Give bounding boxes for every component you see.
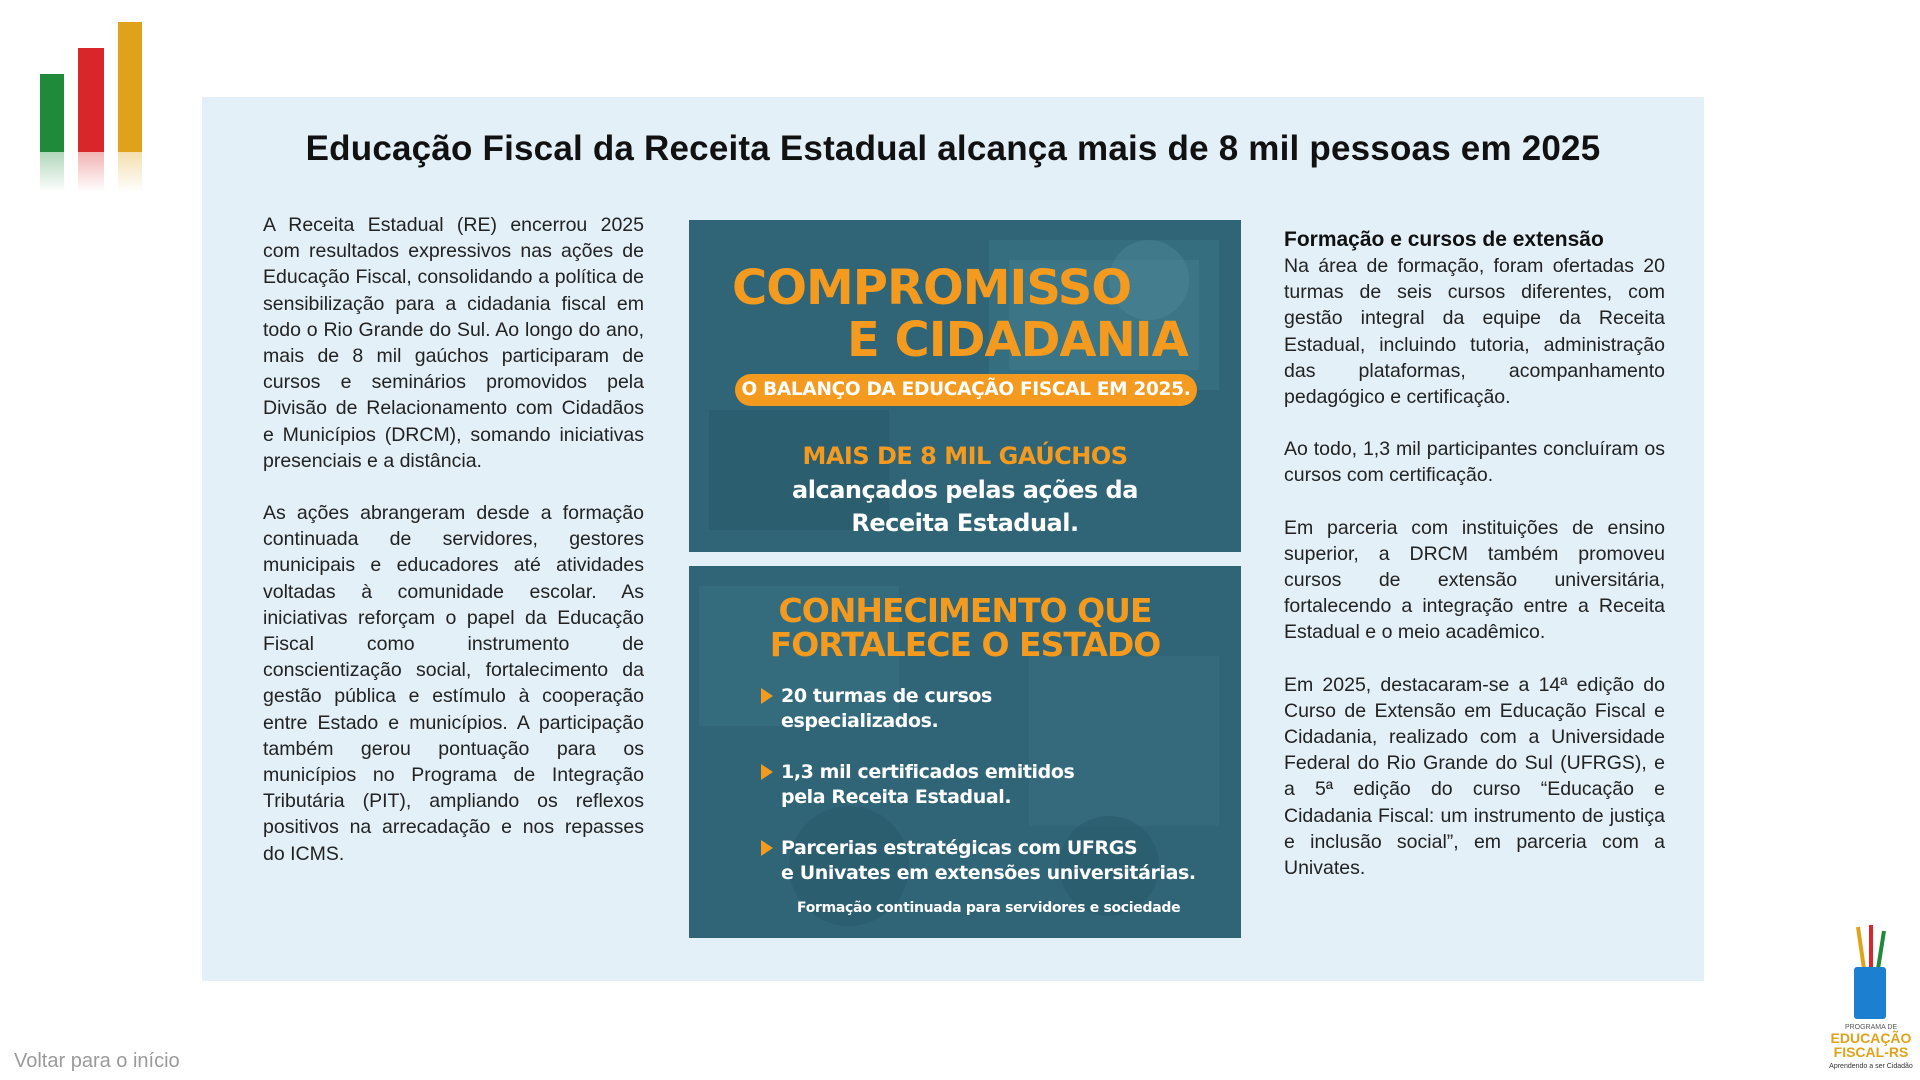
card-bottom-title2: FORTALECE O ESTADO	[769, 625, 1161, 664]
right-paragraph-1: Na área de formação, foram ofertadas 20 turmas de seis cursos diferentes, com gestão integral da equipe da Receita Estadual, incluindo tutoria, administração das plataformas, acompanhamento pedagógico e certificação.	[1284, 255, 1665, 409]
bar-chart-logo-icon	[38, 20, 148, 195]
card-bottom-title1: CONHECIMENTO QUE	[778, 591, 1152, 630]
page-title: Educação Fiscal da Receita Estadual alcança mais de 8 mil pessoas em 2025	[305, 129, 1601, 168]
bullet-line: 1,3 mil certificados emitidos	[781, 761, 1075, 783]
card-top-pill: O BALANÇO DA EDUCAÇÃO FISCAL EM 2025.	[735, 374, 1197, 406]
brand-line1: PROGRAMA DE	[1844, 1024, 1898, 1031]
card-top-line2: E CIDADANIA	[847, 312, 1188, 368]
bullet-line: 20 turmas de cursos	[781, 685, 992, 707]
bullet-arrow-icon	[761, 840, 773, 856]
infographic-card-bottom	[689, 566, 1241, 938]
infographic-card-top	[689, 220, 1241, 552]
right-paragraph-2: Ao todo, 1,3 mil participantes concluíram os cursos com certificação.	[1284, 438, 1665, 487]
bullet-arrow-icon	[761, 764, 773, 780]
right-paragraph-4: Em 2025, destacaram-se a 14ª edição do Curso de Extensão em Educação Fiscal e Cidadania, realizado com a Universidade Federal do Rio Grande do Sul (UFRGS), e a 5ª edição do curso “Educação e Cidadania Fiscal: um instrumento de justiça e inclusão social”, em parceria com a Univates.	[1284, 673, 1665, 880]
card-top-sub1: alcançados pelas ações da	[792, 476, 1138, 504]
card-bottom-title	[689, 591, 1241, 664]
left-paragraph-2: As ações abrangeram desde a formação continuada de servidores, gestores municipais e educadores até atividades voltadas à comunidade escolar. As iniciativas reforçam o papel da Educação Fiscal como instrumento de conscientização social, fortalecimento da gestão pública e estímulo à cooperação entre Estado e municípios. A participação também gerou pontuação para os municípios no Programa de Integração Tributária (PIT), ampliando os reflexos positivos na arrecadação e nos repasses do ICMS.	[263, 502, 644, 865]
right-paragraph-3: Em parceria com instituições de ensino superior, a DRCM também promoveu cursos de extensão universitária, fortalecendo a integração entre a Receita Estadual e o meio acadêmico.	[1284, 516, 1665, 644]
card-bullet	[781, 684, 992, 734]
card-top-line1: COMPROMISSO	[732, 260, 1132, 316]
back-to-start-link[interactable]: Voltar para o início	[14, 1050, 180, 1072]
brand-line3: FISCAL-RS	[1833, 1044, 1909, 1060]
bullet-line: especializados.	[781, 710, 939, 732]
educacao-fiscal-logo-icon	[1826, 925, 1916, 1075]
card-bottom-footer: Formação continuada para servidores e sociedade	[797, 900, 1181, 916]
card-top-subtitle	[689, 474, 1241, 540]
left-column	[263, 212, 644, 893]
card-top-sub2: Receita Estadual.	[851, 509, 1079, 537]
card-top-highlight: MAIS DE 8 MIL GAÚCHOS	[802, 442, 1128, 470]
left-paragraph-1: A Receita Estadual (RE) encerrou 2025 com resultados expressivos nas ações de Educação Fiscal, consolidando a política de sensibilização para a cidadania fiscal em todo o Rio Grande do Sul. Ao longo do ano, mais de 8 mil gaúchos participaram de cursos e seminários promovidos pela Divisão de Relacionamento com Cidadãos e Municípios (DRCM), somando iniciativas presenciais e a distância.	[263, 214, 644, 472]
brand-line2: EDUCAÇÃO	[1830, 1030, 1912, 1046]
content-panel	[202, 97, 1704, 981]
right-heading: Formação e cursos de extensão	[1284, 228, 1604, 251]
card-bullet	[781, 836, 1196, 886]
bullet-line: e Univates em extensões universitárias.	[781, 862, 1196, 884]
card-bullet	[781, 760, 1074, 810]
bullet-line: Parcerias estratégicas com UFRGS	[781, 837, 1138, 859]
bullet-arrow-icon	[761, 688, 773, 704]
right-column	[1284, 227, 1665, 907]
brand-tagline: Aprendendo a ser Cidadão	[1829, 1063, 1913, 1070]
bullet-line: pela Receita Estadual.	[781, 786, 1012, 808]
